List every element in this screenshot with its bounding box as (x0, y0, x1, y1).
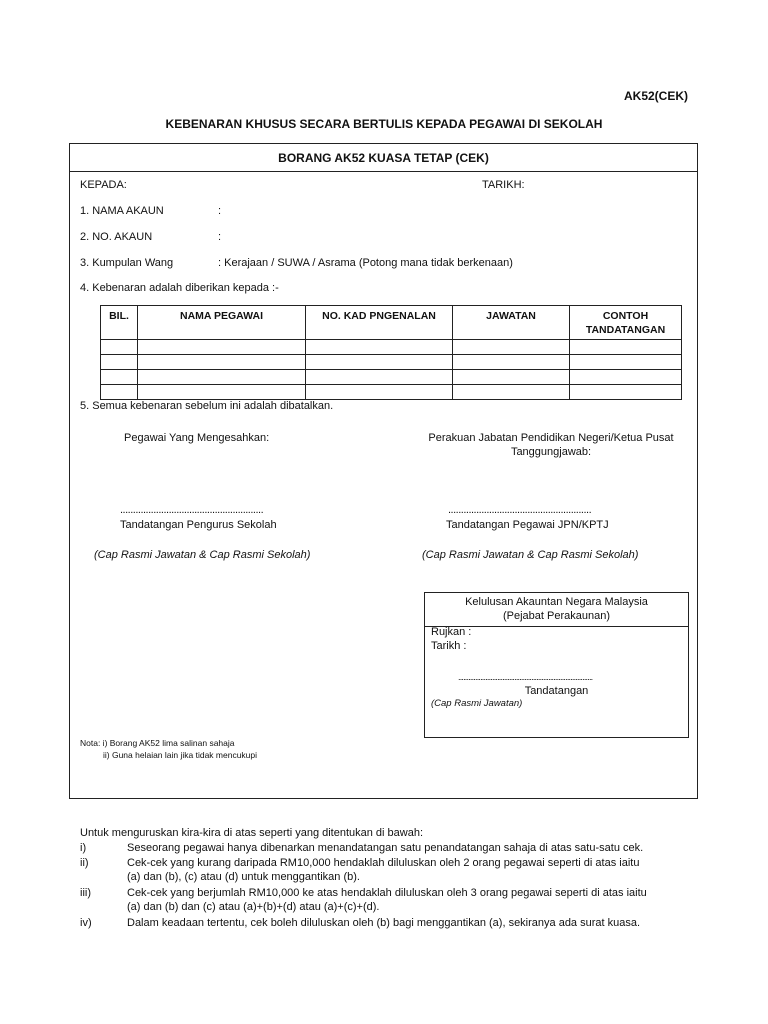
left-sig-heading: Pegawai Yang Mengesahkan: (124, 432, 270, 444)
right-sig-label: Tandatangan Pegawai JPN/KPTJ (446, 519, 609, 531)
table-cell[interactable] (453, 370, 570, 385)
table-row (101, 370, 682, 385)
table-cell[interactable] (101, 370, 138, 385)
table-cell[interactable] (453, 355, 570, 370)
instruction-text: Cek-cek yang berjumlah RM10,000 ke atas hendaklah diluluskan oleh 3 orang pegawai seperti di atas iaitu (127, 887, 647, 899)
table-cell[interactable] (138, 340, 306, 355)
kumpulan-wang-label: 3. Kumpulan Wang (80, 257, 174, 269)
nama-akaun-label: 1. NAMA AKAUN (80, 205, 164, 217)
table-row (101, 340, 682, 355)
table-cell[interactable] (101, 355, 138, 370)
table-cell[interactable] (570, 340, 682, 355)
left-sig-label: Tandatangan Pengurus Sekolah (120, 519, 277, 531)
instructions-intro: Untuk menguruskan kira-kira di atas seperti yang ditentukan di bawah: (80, 827, 424, 839)
approval-sig-line: ............................................................................... (458, 672, 593, 682)
table-cell[interactable] (306, 385, 453, 400)
instruction-num: iii) (80, 887, 91, 899)
instruction-sub: (a) dan (b) dan (c) atau (a)+(b)+(d) atau (a)+(c)+(d). (127, 901, 380, 913)
instruction-text: Seseorang pegawai hanya dibenarkan menandatangan satu penandatangan sahaja di atas satu-satu cek. (127, 842, 644, 854)
nota-line-1: Nota: i) Borang AK52 lima salinan sahaja (80, 738, 235, 748)
no-akaun-colon: : (218, 231, 222, 243)
right-sig-line: ........................................................ (448, 504, 592, 516)
kumpulan-wang-value: : Kerajaan / SUWA / Asrama (Potong mana tidak berkenaan) (218, 257, 513, 269)
table-cell[interactable] (453, 340, 570, 355)
table-cell[interactable] (306, 340, 453, 355)
table-cell[interactable] (101, 385, 138, 400)
table-cell[interactable] (570, 370, 682, 385)
item-5: 5. Semua kebenaran sebelum ini adalah dibatalkan. (80, 400, 334, 412)
approval-sig-label: Tandatangan (524, 685, 589, 697)
main-title: KEBENARAN KHUSUS SECARA BERTULIS KEPADA PEGAWAI DI SEKOLAH (165, 117, 603, 131)
signatory-table (100, 305, 682, 400)
table-row (101, 385, 682, 400)
title-divider (69, 171, 698, 172)
table-cell[interactable] (138, 355, 306, 370)
instruction-sub: (a) dan (b), (c) atau (d) untuk menggantikan (b). (127, 871, 360, 883)
kepada-label: KEPADA: (80, 179, 127, 191)
tarikh-label: TARIKH: (482, 179, 525, 191)
no-akaun-label: 2. NO. AKAUN (80, 231, 153, 243)
col-header-contoh: CONTOH TANDATANGAN (570, 306, 682, 340)
col-header-ic: NO. KAD PNGENALAN (306, 306, 453, 340)
col-header-bil: BIL. (101, 306, 138, 340)
table-cell[interactable] (306, 355, 453, 370)
table-cell[interactable] (138, 370, 306, 385)
instruction-text: Dalam keadaan tertentu, cek boleh diluluskan oleh (b) bagi menggantikan (a), sekiranya ada surat kuasa. (127, 917, 641, 929)
col-header-jawatan: JAWATAN (453, 306, 570, 340)
table-cell[interactable] (570, 385, 682, 400)
approval-tarikh: Tarikh : (431, 640, 467, 652)
instruction-num: iv) (80, 917, 92, 929)
nota-line-2: ii) Guna helaian lain jika tidak mencukupi (103, 750, 258, 760)
instruction-num: ii) (80, 857, 89, 869)
table-cell[interactable] (570, 355, 682, 370)
nama-akaun-colon: : (218, 205, 222, 217)
approval-rujukan: Rujkan : (431, 626, 472, 638)
right-sig-heading-2: Tanggungjawab: (510, 446, 592, 458)
approval-title-2: (Pejabat Perakaunan) (502, 610, 610, 622)
right-sig-heading-1: Perakuan Jabatan Pendidikan Negeri/Ketua Pusat (428, 432, 674, 444)
table-cell[interactable] (453, 385, 570, 400)
left-sig-stamp: (Cap Rasmi Jawatan & Cap Rasmi Sekolah) (94, 549, 311, 561)
instruction-text: Cek-cek yang kurang daripada RM10,000 hendaklah diluluskan oleh 2 orang pegawai seperti di atas iaitu (127, 857, 640, 869)
approval-title-1: Kelulusan Akauntan Negara Malaysia (465, 596, 648, 608)
form-code: AK52(CEK) (624, 89, 689, 103)
approval-stamp: (Cap Rasmi Jawatan) (431, 698, 523, 709)
instruction-num: i) (80, 842, 87, 854)
table-cell[interactable] (101, 340, 138, 355)
table-row (101, 355, 682, 370)
left-sig-line: ........................................................ (120, 504, 264, 516)
item-4: 4. Kebenaran adalah diberikan kepada :- (80, 282, 279, 294)
table-cell[interactable] (306, 370, 453, 385)
box-title: BORANG AK52 KUASA TETAP (CEK) (278, 151, 489, 165)
col-header-nama: NAMA PEGAWAI (138, 306, 306, 340)
right-sig-stamp: (Cap Rasmi Jawatan & Cap Rasmi Sekolah) (422, 549, 639, 561)
table-cell[interactable] (138, 385, 306, 400)
